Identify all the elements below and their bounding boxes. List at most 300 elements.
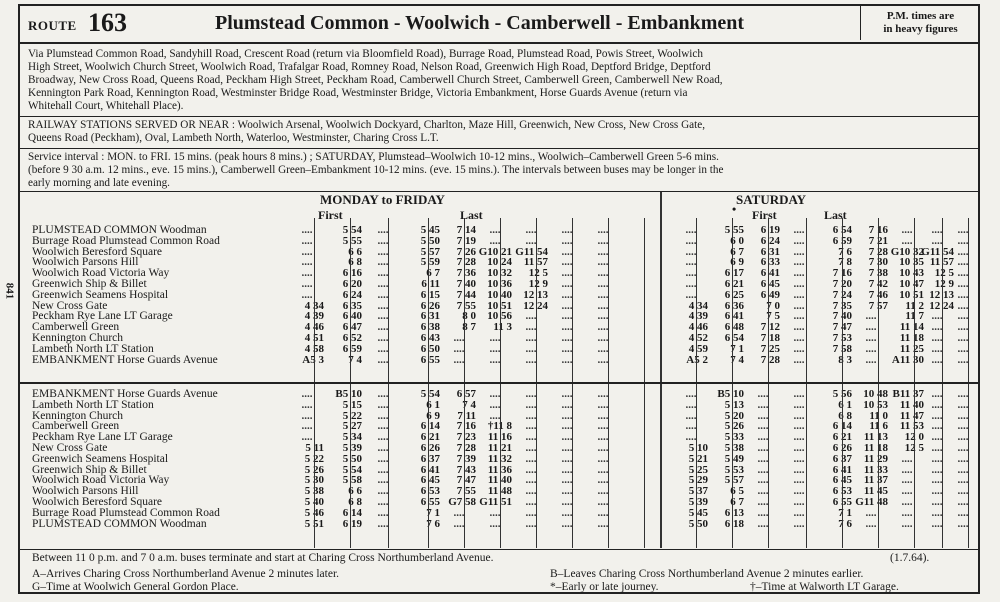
time-cell: 5 22 — [342, 409, 362, 422]
time-cell: 5 59 — [420, 256, 440, 269]
time-cell: .... — [597, 431, 609, 444]
pm-note-line-1: P.M. times are — [886, 10, 955, 22]
text-line: High Street, Woolwich Church Street, Woolwich Road, Trafalgar Road, Romney Road, Nelson Road, Greenwich High Road, Deptford Bridge, Deptford — [28, 61, 711, 73]
time-cell: .... — [597, 420, 609, 433]
time-cell: .... — [901, 224, 913, 236]
time-cell: 5 13 — [724, 398, 744, 411]
time-cell: .... — [685, 288, 697, 301]
time-cell: 6 26 — [420, 299, 440, 312]
time-cell: 7 1 — [730, 342, 744, 355]
time-cell: 7 30 — [868, 256, 888, 269]
time-cell: .... — [901, 517, 913, 530]
time-cell: .... — [597, 342, 609, 355]
time-cell: .... — [757, 517, 769, 530]
time-cell: 5 34 — [342, 431, 362, 444]
time-cell: 6 45 — [760, 278, 780, 290]
time-cell: .... — [525, 321, 537, 334]
service-interval — [28, 151, 972, 190]
time-cell: .... — [931, 353, 943, 366]
time-cell: 6 8 — [838, 409, 852, 422]
stop-name: Peckham Rye Lane LT Garage — [32, 310, 173, 323]
time-cell: 6 15 — [420, 288, 440, 301]
time-cell: 6 9 — [730, 256, 744, 269]
time-cell: 6 47 — [342, 321, 362, 334]
time-cell: .... — [957, 442, 969, 454]
time-cell: 5 45 — [688, 506, 708, 519]
time-cell: .... — [377, 388, 389, 400]
time-cell: .... — [561, 420, 573, 433]
time-cell: 12 5 — [934, 267, 954, 280]
stop-name: PLUMSTEAD COMMON Woodman — [32, 517, 207, 530]
time-cell: .... — [597, 224, 609, 236]
stop-name: Greenwich Ship & Billet — [32, 278, 147, 290]
time-cell: 6 26 — [420, 442, 440, 454]
time-cell: 10 56 — [487, 310, 512, 323]
time-cell: .... — [865, 332, 877, 344]
time-cell: 11 40 — [487, 474, 512, 487]
time-cell: 7 6 — [838, 517, 852, 530]
time-cell: 7 28 — [456, 256, 476, 269]
time-cell: 11 0 — [869, 409, 888, 422]
time-cell: .... — [931, 463, 943, 476]
time-cell: 7 46 — [868, 288, 888, 301]
time-cell: 10 36 — [487, 278, 512, 290]
time-cell: .... — [793, 288, 805, 301]
time-cell: 5 39 — [688, 496, 708, 508]
time-cell: 11 21 — [487, 442, 512, 454]
time-cell: .... — [957, 496, 969, 508]
time-cell: .... — [597, 256, 609, 269]
stop-name: Greenwich Seamens Hospital — [32, 288, 169, 301]
stop-name: Woolwich Parsons Hill — [32, 485, 139, 498]
time-cell: 5 55 — [724, 224, 744, 236]
time-cell: 5 50 — [420, 234, 440, 247]
time-cell: 10 35 — [899, 256, 924, 269]
time-cell: .... — [957, 431, 969, 444]
time-cell: .... — [597, 474, 609, 487]
time-cell: 7 16 — [832, 267, 852, 280]
time-cell: .... — [489, 234, 501, 247]
time-cell: .... — [793, 452, 805, 465]
note-star: *–Early or late journey. — [550, 581, 659, 593]
time-cell: 6 36 — [724, 299, 744, 312]
time-cell: .... — [597, 245, 609, 258]
time-cell: 4 39 — [688, 310, 708, 323]
time-cell: 7 28 — [868, 245, 888, 258]
time-cell: .... — [377, 474, 389, 487]
time-cell: 7 16 — [868, 224, 888, 236]
saturday-first-label: First — [752, 208, 777, 222]
time-cell: .... — [957, 420, 969, 433]
stop-name: PLUMSTEAD COMMON Woodman — [32, 224, 207, 236]
time-cell: 6 24 — [760, 234, 780, 247]
time-cell: .... — [597, 299, 609, 312]
divider — [20, 148, 978, 149]
time-cell: †11 8 — [487, 420, 512, 433]
saturday-star: • — [732, 202, 737, 216]
time-cell: 7 42 — [868, 278, 888, 290]
time-cell: .... — [685, 245, 697, 258]
time-cell: 6 21 — [832, 431, 852, 444]
time-cell: 5 11 — [305, 442, 324, 454]
time-cell: 6 53 — [832, 485, 852, 498]
time-cell: B5 10 — [717, 388, 744, 400]
time-cell: 7 12 — [760, 321, 780, 334]
time-cell: 6 9 — [426, 409, 440, 422]
time-cell: 4 46 — [304, 321, 324, 334]
time-cell: .... — [561, 256, 573, 269]
time-cell: .... — [453, 517, 465, 530]
time-cell: .... — [377, 234, 389, 247]
time-cell: .... — [793, 278, 805, 290]
time-cell: .... — [793, 442, 805, 454]
time-cell: 11 33 — [863, 463, 888, 476]
stop-name: EMBANKMENT Horse Guards Avenue — [32, 353, 218, 366]
time-cell: .... — [685, 267, 697, 280]
time-cell: 7 18 — [760, 332, 780, 344]
time-cell: .... — [865, 321, 877, 334]
text-line: Broadway, New Cross Road, Queens Road, Peckham High Street, Peckham Road, Camberwell Church Street, Camberwell Green, Camberwell New Road, — [28, 74, 723, 86]
stop-name: EMBANKMENT Horse Guards Avenue — [32, 388, 218, 400]
time-cell: .... — [793, 234, 805, 247]
timetable-header — [20, 6, 978, 44]
time-cell: .... — [793, 353, 805, 366]
time-cell: .... — [793, 474, 805, 487]
time-cell: .... — [561, 463, 573, 476]
time-cell: .... — [793, 321, 805, 334]
time-cell: 4 39 — [304, 310, 324, 323]
time-cell: 7 39 — [456, 452, 476, 465]
time-cell: B5 10 — [335, 388, 362, 400]
time-cell: 6 49 — [760, 288, 780, 301]
time-cell: .... — [377, 463, 389, 476]
time-cell: 5 33 — [724, 431, 744, 444]
time-cell: 5 21 — [688, 452, 708, 465]
direction-divider — [20, 382, 978, 384]
time-cell: 5 38 — [304, 485, 324, 498]
text-line: Kennington Park Road, Kennington Road, Westminster Bridge Road, Westminster Bridge, Victoria Embankment, Horse Guards Avenue (return via — [28, 87, 688, 99]
time-cell: .... — [957, 409, 969, 422]
time-cell: .... — [561, 431, 573, 444]
time-cell: .... — [597, 463, 609, 476]
time-cell: .... — [377, 398, 389, 411]
time-cell: .... — [793, 299, 805, 312]
time-cell: .... — [301, 420, 313, 433]
time-cell: 12 5 — [528, 267, 548, 280]
time-cell: .... — [561, 267, 573, 280]
time-cell: .... — [525, 431, 537, 444]
route-description — [28, 48, 972, 113]
time-cell: .... — [793, 431, 805, 444]
time-cell: 10 51 — [487, 299, 512, 312]
time-cell: 6 25 — [724, 288, 744, 301]
time-cell: .... — [377, 517, 389, 530]
time-cell: .... — [597, 506, 609, 519]
time-cell: 4 58 — [304, 342, 324, 355]
time-cell: 11 18 — [863, 442, 888, 454]
time-cell: .... — [685, 431, 697, 444]
time-cell: .... — [489, 224, 501, 236]
time-cell: 5 25 — [688, 463, 708, 476]
time-cell: 6 35 — [342, 299, 362, 312]
time-cell: .... — [489, 409, 501, 422]
time-cell: 6 6 — [348, 245, 362, 258]
time-cell: .... — [561, 442, 573, 454]
text-line: (before 9 30 a.m. 12 mins., eve. 15 mins.), Camberwell Green–Embankment 10-12 mins. (eve. 15 mins.). The intervals between buses may be longer in the — [28, 164, 724, 176]
time-cell: 6 43 — [420, 332, 440, 344]
time-cell: .... — [901, 485, 913, 498]
time-cell: .... — [597, 452, 609, 465]
time-cell: 7 11 — [457, 409, 476, 422]
time-cell: 6 55 — [832, 496, 852, 508]
time-cell: 6 31 — [420, 310, 440, 323]
text-line: Via Plumstead Common Road, Sandyhill Road, Crescent Road (return via Bloomfield Road), Burrage Road, Plumstead Road, Powis Street, Woolwich — [28, 48, 703, 60]
time-cell: .... — [685, 388, 697, 400]
time-cell: 4 46 — [688, 321, 708, 334]
time-cell: .... — [597, 517, 609, 530]
time-cell: .... — [489, 353, 501, 366]
time-cell: .... — [931, 485, 943, 498]
time-cell: .... — [597, 398, 609, 411]
time-cell: 6 48 — [724, 321, 744, 334]
time-cell: 7 47 — [832, 321, 852, 334]
route-number: 163 — [88, 8, 127, 37]
time-cell: 6 24 — [342, 288, 362, 301]
stop-name: Woolwich Beresford Square — [32, 245, 163, 258]
time-cell: .... — [489, 517, 501, 530]
time-cell: 10 32 — [487, 267, 512, 280]
time-cell: .... — [489, 398, 501, 411]
time-cell: .... — [757, 485, 769, 498]
time-cell: A11 30 — [891, 353, 924, 366]
text-line: Whitehall Court, Whitehall Place). — [28, 100, 184, 112]
time-cell: 7 5 — [766, 310, 780, 323]
time-cell: 6 1 — [838, 398, 852, 411]
time-cell: .... — [525, 485, 537, 498]
time-cell: .... — [793, 224, 805, 236]
time-cell: 6 59 — [832, 234, 852, 247]
time-cell: .... — [525, 409, 537, 422]
pm-note — [860, 6, 980, 40]
time-cell: 6 31 — [760, 245, 780, 258]
time-cell: 10 43 — [899, 267, 924, 280]
time-cell: .... — [301, 409, 313, 422]
time-cell: 11 53 — [899, 420, 924, 433]
time-cell: .... — [377, 256, 389, 269]
time-cell: .... — [793, 496, 805, 508]
time-cell: .... — [561, 321, 573, 334]
time-cell: 7 24 — [832, 288, 852, 301]
time-cell: 6 38 — [420, 321, 440, 334]
time-cell: .... — [561, 342, 573, 355]
time-cell: .... — [957, 321, 969, 334]
time-cell: .... — [793, 517, 805, 530]
time-cell: .... — [901, 452, 913, 465]
time-cell: .... — [757, 452, 769, 465]
time-cell: 7 55 — [456, 299, 476, 312]
time-cell: .... — [377, 310, 389, 323]
time-cell: .... — [931, 517, 943, 530]
time-cell: .... — [377, 506, 389, 519]
time-cell: 6 55 — [420, 496, 440, 508]
time-cell: .... — [757, 431, 769, 444]
text-line: Queens Road (Peckham), Oval, Lambeth North, Waterloo, Westminster, Charing Cross L.T. — [28, 132, 439, 144]
effective-date: (1.7.64). — [890, 552, 930, 564]
time-cell: 6 13 — [724, 506, 744, 519]
stop-name: Woolwich Beresford Square — [32, 496, 163, 508]
time-cell: .... — [597, 409, 609, 422]
time-cell: .... — [957, 278, 969, 290]
time-cell: 7 28 — [760, 353, 780, 366]
time-cell: .... — [597, 267, 609, 280]
time-cell: A5 3 — [302, 353, 324, 366]
time-cell: 11 16 — [487, 431, 512, 444]
time-cell: .... — [957, 506, 969, 519]
time-cell: .... — [757, 409, 769, 422]
time-cell: .... — [793, 267, 805, 280]
time-cell: 5 37 — [688, 485, 708, 498]
time-cell: .... — [301, 388, 313, 400]
time-cell: 6 1 — [426, 398, 440, 411]
time-cell: 6 41 — [420, 463, 440, 476]
time-cell: 7 4 — [462, 398, 476, 411]
time-cell: .... — [957, 342, 969, 355]
time-cell: .... — [901, 496, 913, 508]
time-cell: 11 36 — [487, 463, 512, 476]
time-cell: .... — [561, 388, 573, 400]
time-cell: .... — [793, 310, 805, 323]
time-cell: .... — [377, 245, 389, 258]
time-cell: 10 47 — [899, 278, 924, 290]
time-cell: .... — [561, 245, 573, 258]
time-cell: 8 3 — [838, 353, 852, 366]
time-cell: .... — [931, 431, 943, 444]
time-cell: .... — [561, 278, 573, 290]
time-cell: .... — [793, 463, 805, 476]
time-cell: .... — [561, 299, 573, 312]
time-cell: .... — [931, 452, 943, 465]
time-cell: 7 58 — [832, 342, 852, 355]
time-cell: 7 6 — [838, 245, 852, 258]
time-cell: 10 53 — [863, 398, 888, 411]
time-cell: .... — [957, 452, 969, 465]
time-cell: .... — [525, 506, 537, 519]
time-cell: 11 18 — [899, 332, 924, 344]
time-cell: 7 20 — [832, 278, 852, 290]
time-cell: 7 4 — [348, 353, 362, 366]
time-cell: 5 45 — [420, 224, 440, 236]
time-cell: 6 37 — [832, 452, 852, 465]
time-cell: .... — [931, 496, 943, 508]
time-cell: 7 23 — [456, 431, 476, 444]
time-cell: 5 53 — [724, 463, 744, 476]
time-cell: 5 26 — [304, 463, 324, 476]
time-cell: .... — [561, 506, 573, 519]
time-cell: .... — [561, 332, 573, 344]
time-cell: 4 34 — [304, 299, 324, 312]
time-cell: 11 57 — [929, 256, 954, 269]
time-cell: .... — [793, 409, 805, 422]
time-cell: 12 5 — [904, 442, 924, 454]
time-cell: .... — [525, 463, 537, 476]
time-cell: .... — [525, 234, 537, 247]
time-cell: 7 43 — [456, 463, 476, 476]
time-cell: .... — [931, 388, 943, 400]
time-cell: 11 25 — [899, 342, 924, 355]
time-cell: .... — [957, 256, 969, 269]
time-cell: 4 59 — [688, 342, 708, 355]
weekday-last-label: Last — [460, 208, 483, 222]
time-cell: .... — [685, 224, 697, 236]
time-cell: 5 38 — [724, 442, 744, 454]
time-cell: 7 6 — [426, 517, 440, 530]
time-cell: .... — [489, 332, 501, 344]
time-cell: 5 46 — [304, 506, 324, 519]
time-cell: .... — [865, 353, 877, 366]
time-cell: 7 26 — [456, 245, 476, 258]
time-cell: 5 10 — [688, 442, 708, 454]
time-cell: .... — [957, 267, 969, 280]
time-cell: 10 24 — [487, 256, 512, 269]
time-cell: 5 27 — [342, 420, 362, 433]
time-cell: .... — [377, 409, 389, 422]
time-cell: 6 18 — [724, 517, 744, 530]
time-cell: .... — [757, 420, 769, 433]
time-cell: 6 14 — [342, 506, 362, 519]
time-cell: 12 13 — [523, 288, 548, 301]
time-cell: .... — [377, 496, 389, 508]
time-cell: .... — [793, 506, 805, 519]
stop-name: Greenwich Seamens Hospital — [32, 452, 169, 465]
time-cell: 6 19 — [342, 517, 362, 530]
time-cell: 6 17 — [724, 267, 744, 280]
time-cell: 11 7 — [905, 310, 924, 323]
time-cell: .... — [793, 256, 805, 269]
time-cell: .... — [561, 353, 573, 366]
time-cell: 6 6 — [348, 485, 362, 498]
time-cell: .... — [931, 310, 943, 323]
time-cell: .... — [301, 256, 313, 269]
time-cell: .... — [561, 485, 573, 498]
time-cell: .... — [561, 409, 573, 422]
time-cell: 7 47 — [456, 474, 476, 487]
time-cell: 11 57 — [523, 256, 548, 269]
time-cell: .... — [901, 463, 913, 476]
time-cell: .... — [489, 506, 501, 519]
time-cell: .... — [957, 299, 969, 312]
time-cell: 6 7 — [730, 496, 744, 508]
time-cell: .... — [931, 321, 943, 334]
stop-name: Camberwell Green — [32, 321, 120, 334]
time-cell: 5 50 — [688, 517, 708, 530]
time-cell: 6 41 — [724, 310, 744, 323]
route-title: Plumstead Common - Woolwich - Camberwell - Embankment — [215, 12, 745, 34]
time-cell: 12 24 — [929, 299, 954, 312]
time-cell: .... — [377, 353, 389, 366]
time-cell: .... — [685, 420, 697, 433]
time-cell: .... — [525, 388, 537, 400]
time-cell: .... — [301, 288, 313, 301]
time-cell: .... — [561, 496, 573, 508]
time-cell: .... — [931, 398, 943, 411]
time-cell: 6 21 — [420, 431, 440, 444]
time-cell: 5 58 — [342, 474, 362, 487]
time-cell: 12 24 — [523, 299, 548, 312]
time-cell: .... — [901, 234, 913, 247]
time-cell: .... — [561, 474, 573, 487]
time-cell: G7 58 — [448, 496, 476, 508]
pm-note-line-2: in heavy figures — [883, 23, 958, 35]
